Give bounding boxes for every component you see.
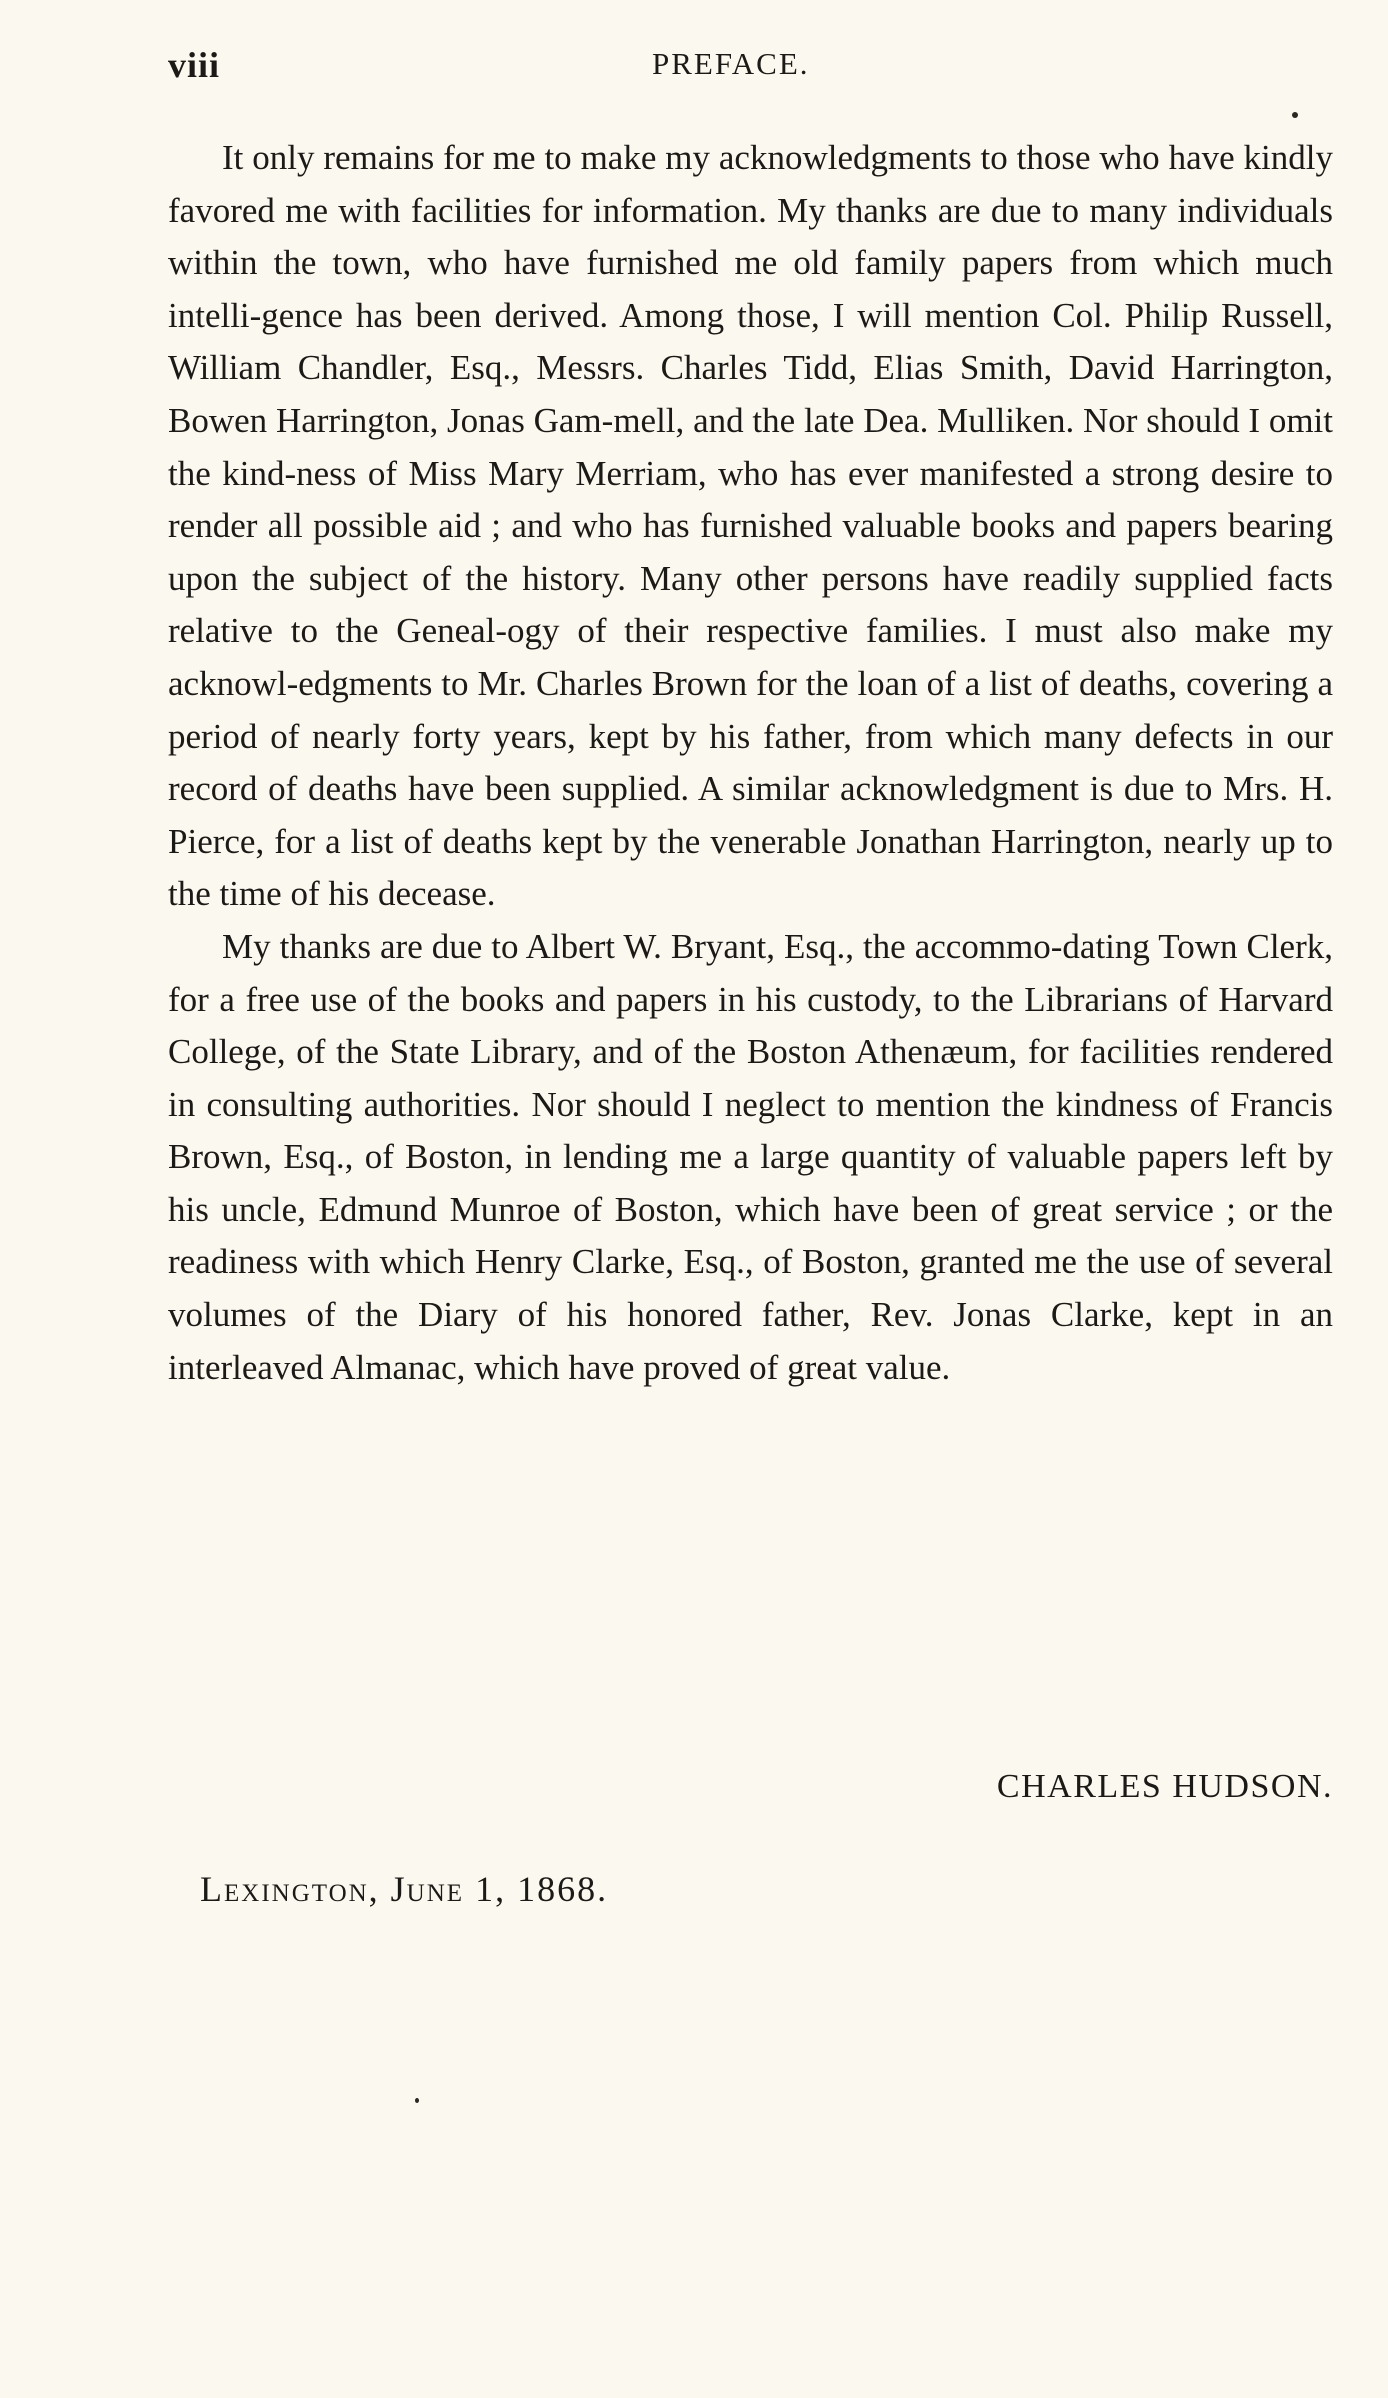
page-number: viii xyxy=(168,45,221,85)
preface-text xyxy=(168,132,1333,1394)
running-head xyxy=(168,44,1333,84)
dateline: Lexington, June 1, 1868. xyxy=(200,1869,609,1909)
paragraph-acknowledgments: It only remains for me to make my acknowledgments to those who have kindly favored me with facilities for information. My thanks are due to many individuals within the town, who have furnished me old family papers from which much intelli-gence has been derived. Among those, I will mention Col. Philip Russell, William Chandler, Esq., Messrs. Charles Tidd, Elias Smith, David Harrington, Bowen Harrington, Jonas Gam-mell, and the late Dea. Mulliken. Nor should I omit the kind-ness of Miss Mary Merriam, who has ever manifested a strong desire to render all possible aid ; and who has furnished valuable books and papers bearing upon the subject of the history. Many other persons have readily supplied facts relative to the Geneal-ogy of their respective families. I must also make my acknowl-edgments to Mr. Charles Brown for the loan of a list of deaths, covering a period of nearly forty years, kept by his father, from which many defects in our record of deaths have been supplied. A similar acknowledgment is due to Mrs. H. Pierce, for a list of deaths kept by the venerable Jonathan Harrington, nearly up to the time of his decease. xyxy=(168,138,1333,914)
running-title: PREFACE. xyxy=(652,46,810,81)
paragraph-thanks: My thanks are due to Albert W. Bryant, Esq., the accommo-dating Town Clerk, for a free use of the books and papers in his custody, to the Librarians of Harvard College, of the State Library, and of the Boston Athenæum, for facilities rendered in consulting authorities. Nor should I neglect to mention the kindness of Francis Brown, Esq., of Boston, in lending me a large quantity of valuable papers left by his uncle, Edmund Munroe of Boston, which have been of great service ; or the readiness with which Henry Clarke, Esq., of Boston, granted me the use of several volumes of the Diary of his honored father, Rev. Jonas Clarke, kept in an interleaved Almanac, which have proved of great value. xyxy=(168,926,1333,1387)
author-signature: CHARLES HUDSON. xyxy=(996,1768,1333,1805)
ink-fleck-mark xyxy=(415,2098,419,2103)
ink-fleck-mark xyxy=(1292,112,1298,118)
